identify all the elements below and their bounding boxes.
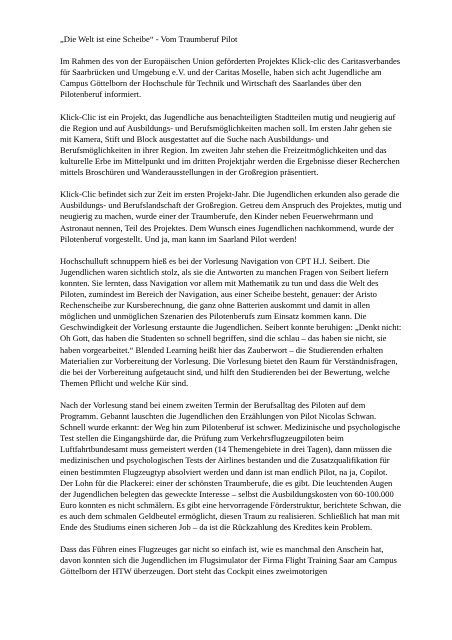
article-title: „Die Welt ist eine Scheibe“ - Vom Traumberuf Pilot [60,34,238,44]
paragraph-intro: Im Rahmen des von der Europäischen Union geförderten Projektes Klick-clic des Caritasverbandes für Saarbrücken und Umgebung e.V. und der Caritas Moselle, haben sich acht Jugendliche am Campus Göttelborn der Hochschule für Technik und Wirtschaft des Saarlandes über den Pilotenberuf informiert. [60,56,401,100]
paragraph-pilot-career: Nach der Vorlesung stand bei einem zweiten Termin der Berufsalltag des Piloten auf dem Programm. Gebannt lauschten die Jugendlichen den Erzählungen von Pilot Nicolas Schwan. Schnell wurde erkannt: der Weg hin zum Pilotenberuf ist schwer. Medizinische und psychologische Test stellen die Eingangshürde dar, die Prüfung zum Verkehrsflugzeugpiloten beim Luftfahrtbundesamt muss gemeistert werden (14 Themengebiete in drei Tagen), dann müssen die medizinischen und psychologischen Tests der Airlines bestanden und die Zusatzqualifikation für einen bestimmten Flugzeugtyp absolviert werden und dann ist man endlich Pilot, na ja, Copilot. Der Lohn für die Plackerei: einer der schönsten Traumberufe, die es gibt. Die leuchtenden Augen der Jugendlichen belegten das geweckte Interesse – selbst die Ausbildungskosten von 60-100.000 Euro konnten es nicht schmälern. Es gibt eine hervorragende Förderstruktur, berichtete Schwan, die es auch dem schmalen Geldbeutel ermöglicht, diesen Traum zu realisieren. Schließlich hat man mit Ende des Studiums einen sicheren Job – da ist die Rückzahlung des Kredites kein Problem. [60,400,402,533]
paragraph-project: Klick-Clic ist ein Projekt, das Jugendliche aus benachteiligten Stadtteilen mutig und neugierig auf die Region und auf Ausbildungs- und Berufsmöglichkeiten machen soll. Im ersten Jahr gehen sie mit Kamera, Stift und Block ausgestattet auf die Suche nach Ausbildungs- und Berufsmöglichkeiten in ihrer Region. Im zweiten Jahr stehen die Freizeitmöglichkeiten und das kulturelle Erbe im Mittelpunkt und im dritten Projektjahr werden die Ergebnisse dieser Recherchen mittels Broschüren und Wanderausstellungen in der Großregion präsentiert. [60,111,400,178]
paragraph-first-year: Klick-Clic befindet sich zur Zeit im ersten Projekt-Jahr. Die Jugendlichen erkunden also gerade die Ausbildungs- und Berufslandschaft der Großregion. Getreu dem Anspruch des Projektes, mutig und neugierig zu machen, wurde einer der Traumberufe, den Kinder neben Feuerwehrmann und Astronaut nennen, Teil des Projektes. Dem Wunsch eines Jugendlichen nachkommend, wurde der Pilotenberuf vorgestellt. Und ja, man kann im Saarland Pilot werden! [60,189,402,244]
paragraph-simulator: Dass das Führen eines Flugzeuges gar nicht so einfach ist, wie es manchmal den Anschein hat, davon konnten sich die Jugendlichen im Flugsimulator der Firma Flight Training Saar am Campus Göttelborn der HTW überzeugen. Dort steht das Cockpit eines zweimotorigen [60,544,397,577]
paragraph-lecture: Hochschulluft schnuppern hieß es bei der Vorlesung Navigation von CPT H.J. Seibert. Die Jugendlichen waren sichtlich stolz, als sie die Antworten zu manchen Fragen von Seibert liefern konnten. Sie lernten, dass Navigation vor allem mit Mathematik zu tun und dass die Welt des Piloten, zumindest im Bereich der Navigation, aus einer Scheibe besteht, genauer: der Aristo Rechenscheibe zur Kursberechnung, die ganz ohne Batterien auskommt und damit in allen möglichen und unmöglichen Szenarien des Pilotenberufs zum Einsatz kommen kann. Die Geschwindigkeit der Vorlesung erstaunte die Jugendlichen. Seibert konnte beruhigen: „Denkt nicht: Oh Gott, das haben die Studenten so schnell begriffen, sind die schlau – das haben sie nicht, sie haben vorgearbeitet.“ Blended Learning heißt hier das Zauberwort – die Studierenden erhalten Materialien zur Vorbereitung der Vorlesung. Die Vorlesung bietet den Raum für Verständnisfragen, die bei der Vorbereitung aufgetaucht sind, und hilft den Studierenden bei der Bewertung, welche Themen Pflicht und welche Kür sind. [60,255,402,388]
